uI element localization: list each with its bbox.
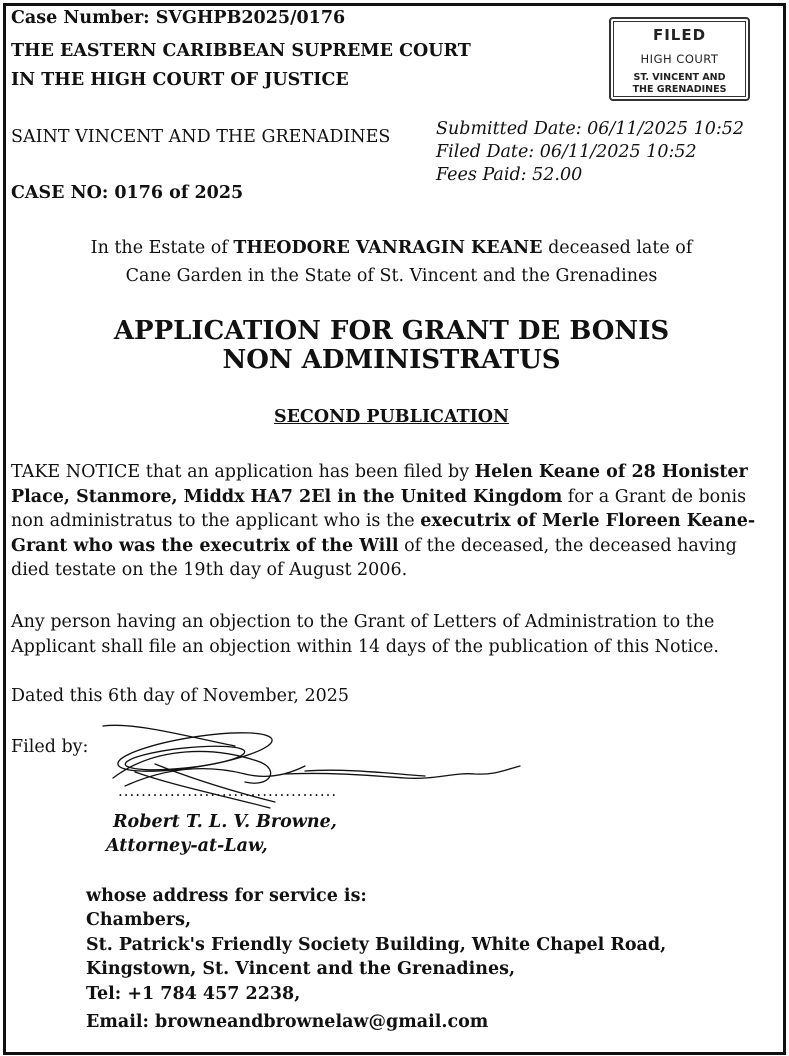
deceased-name: THEODORE VANRAGIN KEANE <box>233 238 543 258</box>
estate-prefix: In the Estate of <box>90 238 234 258</box>
address-city: Kingstown, St. Vincent and the Grenadines, <box>86 959 516 979</box>
estate-line-2: Cane Garden in the State of St. Vincent and the Grenadines <box>125 266 658 286</box>
publication-subtitle: SECOND PUBLICATION <box>273 407 510 427</box>
estate-suffix: deceased late of <box>542 238 693 258</box>
submitted-date: Submitted Date: 06/11/2025 10:52 <box>436 119 745 139</box>
application-title-2: NON ADMINISTRATUS <box>222 345 561 375</box>
address-intro: whose address for service is: <box>86 886 367 906</box>
fees-paid: Fees Paid: 52.00 <box>436 165 583 185</box>
email: Email: browneandbrownelaw@gmail.com <box>86 1012 489 1032</box>
signature-line: ...................................... <box>118 782 338 800</box>
applicant-details: Helen Keane of 28 Honister Place, Stanmore, Middx HA7 2El in the United Kingdom <box>11 462 748 507</box>
attorney-name: Robert T. L. V. Browne, <box>113 812 337 832</box>
case-no: CASE NO: 0176 of 2025 <box>11 183 244 203</box>
notice-text-c: for a Grant de bonis non administratus to the applicant who is the <box>11 486 747 531</box>
court-division: IN THE HIGH COURT OF JUSTICE <box>11 70 349 90</box>
stamp-filed: FILED <box>652 26 707 44</box>
jurisdiction: SAINT VINCENT AND THE GRENADINES <box>11 127 391 147</box>
filed-stamp <box>609 17 750 101</box>
stamp-court: HIGH COURT <box>640 52 719 66</box>
case-number: Case Number: SVGHPB2025/0176 <box>11 8 346 28</box>
notice-text-e: of the deceased, the deceased having died testate on the 19th day of August 2006. <box>11 535 737 580</box>
dated-line: Dated this 6th day of November, 2025 <box>11 686 350 706</box>
stamp-country-1: ST. VINCENT AND <box>633 72 726 83</box>
filed-by-label: Filed by: <box>11 737 89 757</box>
court-name: THE EASTERN CARIBBEAN SUPREME COURT <box>11 41 471 61</box>
address-building: St. Patrick's Friendly Society Building, White Chapel Road, <box>86 935 667 955</box>
estate-line-1 <box>0 238 783 258</box>
application-title-1: APPLICATION FOR GRANT DE BONIS <box>113 316 670 346</box>
notice-paragraph <box>11 460 771 583</box>
address-chambers: Chambers, <box>86 910 192 930</box>
executrix-details: executrix of Merle Floreen Keane-Grant who was the executrix of the Will <box>11 511 756 556</box>
attorney-title: Attorney-at-Law, <box>106 836 268 856</box>
notice-text-a: TAKE NOTICE that an application has been filed by <box>11 462 475 482</box>
stamp-country-2: THE GRENADINES <box>632 84 727 95</box>
objection-paragraph: Any person having an objection to the Grant of Letters of Administration to the Applicant shall file an objection within 14 days of the publication of this Notice. <box>11 612 719 657</box>
telephone: Tel: +1 784 457 2238, <box>86 984 301 1004</box>
filed-date: Filed Date: 06/11/2025 10:52 <box>436 142 697 162</box>
